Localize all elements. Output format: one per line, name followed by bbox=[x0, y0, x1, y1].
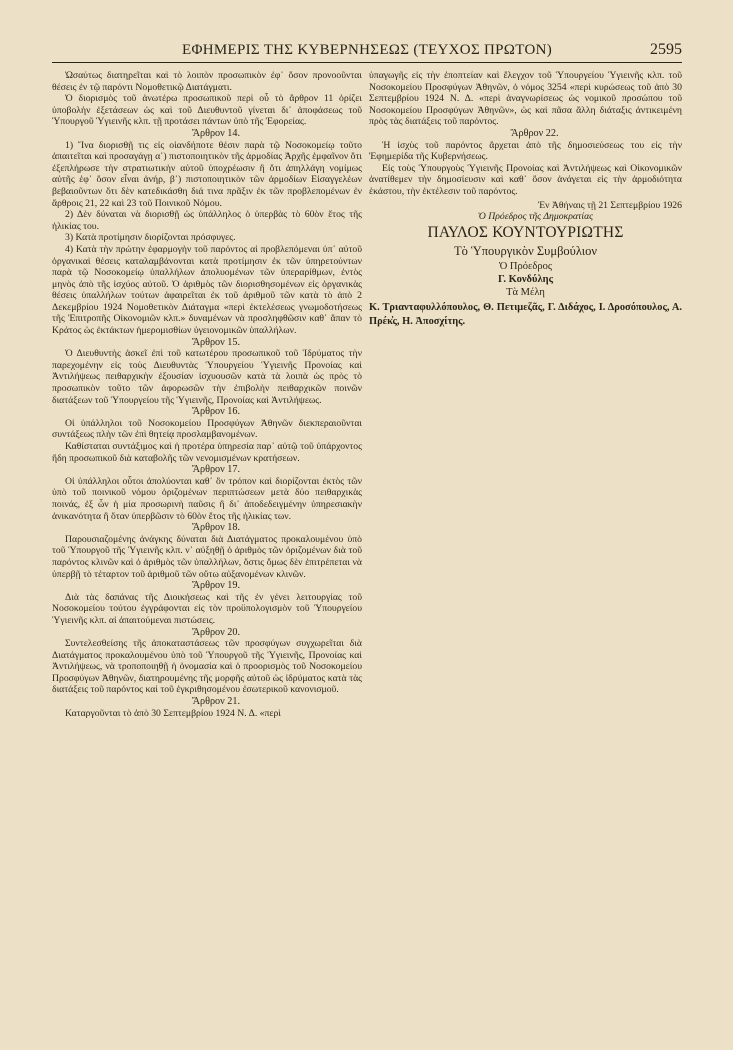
article-heading: Ἄρθρον 15. bbox=[191, 336, 241, 348]
paragraph: 1) Ἵνα διορισθῇ τις εἰς οἱανδήποτε θέσιν παρὰ τῷ Νοσοκομείῳ τοῦτο ἀπαιτεῖται καὶ προσαγάγῃ α᾿) πιστοποιητικὸν τῆς ἁρμοδίας Ἀρχῆς ἐμφαῖνον ὅτι ἐξεπλήρωσε τὴν στρατιωτικὴν αὐτοῦ ὑποχρέωσιν ἢ ὅτι ἀπηλλάγη νομίμως αὐτῆς ἐφ᾿ ὅσον εἶναι ἀνήρ, β᾿) πιστοποιητικὸν τῶν ἁρμοδίων Εἰσαγγελέων βεβαιοῦντων ὅτι δὲν κατεδικάσθη διά τινα πρᾶξιν ἐκ τῶν προβλεπομένων ἐν ἄρθροις 21, 22 καὶ 23 τοῦ Ποινικοῦ Νόμου. bbox=[52, 139, 362, 209]
paragraph: Καταργοῦνται τὸ ἀπὸ 30 Σεπτεμβρίου 1924 Ν. Δ. «περὶ bbox=[65, 707, 281, 719]
president-title: Ὁ Πρόεδρος τῆς Δημοκρατίας bbox=[477, 211, 594, 223]
paragraph: Συντελεσθείσης τῆς ἀποκαταστάσεως τῶν προσφύγων συγχωρεῖται διὰ Διατάγματος προκαλουμένου ὑπὸ τοῦ Ὑπουργοῦ τῆς Ὑγιεινῆς, Προνοίας καὶ Ἀντιλήψεως, νὰ τροποποιηθῇ ἡ ὀνομασία καὶ ὁ προορισμὸς τοῦ Νοσοκομείου Προσφύγων Ἀθηνῶν, διατηρουμένης τῆς μορφῆς αὐτοῦ ὡς ἱδρύματος κατὰ τὰς διατάξεις τοῦ παρόντος καὶ τοῦ ἐγκριθησομένου ἐσωτερικοῦ κανονισμοῦ. bbox=[52, 638, 362, 696]
article-heading: Ἄρθρον 20. bbox=[191, 626, 241, 638]
members-list: Κ. Τριανταφυλλόπουλος, Θ. Πετιμεζᾶς, Γ. Διδάχος, Ι. Δροσόπουλος, Α. Πρέκ̓ς, Η. Ἀποσχίτης. bbox=[369, 301, 682, 327]
article-heading: Ἄρθρον 21. bbox=[191, 696, 241, 708]
article-heading: Ἄρθρον 16. bbox=[191, 406, 241, 418]
paragraph: Εἰς τοὺς Ὑπουργοὺς Ὑγιεινῆς Προνοίας καὶ Ἀντιλήψεως καὶ Οἰκονομικῶν ἀνατίθεμεν τὴν δημοσίευσιν καὶ καθ᾿ ὅσον ἀνάγεται εἰς τὴν ἁρμοδιότητα ἑκάστου, τὴν ἐκτέλεσιν τοῦ παρόντος. bbox=[369, 162, 682, 197]
paragraph: Ὡσαύτως διατηρεῖται καὶ τὸ λοιπὸν προσωπικὸν ἐφ᾿ ὅσον προνοοῦνται θέσεις ἐν τῷ παρόντι Νομοθετικῷ Διατάγματι. bbox=[52, 70, 362, 93]
article-heading: Ἄρθρον 22. bbox=[510, 127, 559, 139]
paragraph: Ἡ ἰσχὺς τοῦ παρόντος ἄρχεται ἀπὸ τῆς δημοσιεύσεως του εἰς τὴν Ἐφημερίδα τῆς Κυβερνήσεως. bbox=[369, 139, 682, 163]
chairman-title: Ὁ Πρόεδρος bbox=[498, 260, 552, 272]
article-heading: Ἄρθρον 19. bbox=[191, 580, 241, 592]
right-column bbox=[369, 70, 682, 329]
paragraph: Διὰ τὰς δαπάνας τῆς Διοικήσεως καὶ τῆς ἐν γένει λειτουργίας τοῦ Νοσοκομείου τούτου ἐγγράφονται εἰς τὸν προϋπολογισμὸν τοῦ Ὑπουργείου Ὑγιεινῆς κλπ. αἱ ἀπαιτούμεναι πιστώσεις. bbox=[52, 591, 362, 626]
members-title: Τὰ Μέλη bbox=[506, 286, 545, 298]
paragraph: 3) Κατὰ προτίμησιν διορίζονται πρόσφυγες. bbox=[65, 232, 236, 244]
right-column-articles bbox=[369, 70, 682, 198]
paragraph: 2) Δὲν δύναται νὰ διορισθῇ ὡς ὑπάλληλος ὁ ὑπερβὰς τὸ 60ὸν ἔτος τῆς ἡλικίας του. bbox=[52, 209, 362, 232]
left-column bbox=[52, 70, 362, 719]
article-heading: Ἄρθρον 14. bbox=[191, 127, 241, 139]
paragraph: Οἱ ὑπάλληλοι τοῦ Νοσοκομείου Προσφύγων Ἀθηνῶν διεκπεραιοῦνται συντάξεως πλὴν τῶν ἐπὶ θητείᾳ προσλαμβανομένων. bbox=[52, 417, 362, 441]
date-line: Ἐν Ἀθήναις τῇ 21 Σεπτεμβρίου 1926 bbox=[537, 199, 682, 211]
article-heading: Ἄρθρον 17. bbox=[191, 464, 241, 476]
paragraph: 4) Κατὰ τὴν πρώτην ἐφαρμογὴν τοῦ παρόντος αἱ προβλεπόμεναι ὑπ᾿ αὐτοῦ ὀργανικαὶ θέσεις καταλαμβάνονται κατὰ προτίμησιν ἐκ τῶν ὑπηρετούντων παρὰ τῷ Νοσοκομείῳ ὑπαλλήλων ἀπολυομένων τῶν ὑπεραρίθμων, ἐντὸς μηνὸς ἀπὸ τῆς ἰσχύος αὐτοῦ. Ὁ ἀριθμὸς τῶν διορισθησομένων εἰς ὀργανικὰς θέσεις ὑπαλλήλων τούτων ἀφαιρεῖται ἐκ τοῦ ἀριθμοῦ τῶν κατὰ τὸ ἀπὸ 2 Δεκεμβρίου 1924 Νομοθετικὸν Διάταγμα «περὶ ἐκτελέσεως γνωμοδοτήσεως τῆς Ἐπιτροπῆς Οἰκονομιῶν κλπ.» δυναμένων νὰ προσληφθῶσιν καθ᾿ ἅπαν τὸ Κράτος ὡς ἐκτάκτων ἡμερομισθίων ὑγειονομικῶν ὑπαλλήλων. bbox=[52, 243, 362, 337]
paragraph: Οἱ ὑπάλληλοι οὗτοι ἀπολύονται καθ᾿ ὃν τρόπον καὶ διορίζονται ἐκτὸς τῶν ὑπὸ τοῦ ποινικοῦ νόμου ὁριζομένων περιπτώσεων μετὰ δύο πειθαρχικὰς ποινάς, ἐξ ὧν ἡ μία προσωρινὴ παῦσις ἢ δι᾿ ἀποδεδειγμένην ὑπηρεσιακὴν ἀνικανότητα ἢ ὅταν ὑπερβῶσιν τὸ 60ὸν ἔτος τῆς ἡλικίας των. bbox=[52, 475, 362, 522]
chairman-name: Γ. Κονδύλης bbox=[497, 273, 554, 285]
paragraph: Παρουσιαζομένης ἀνάγκης δύναται διὰ Διατάγματος προκαλουμένου ὑπὸ τοῦ Ὑπουργοῦ τῆς Ὑγιεινῆς κλπ. ν᾿ αὐξηθῇ ὁ ἀριθμὸς τῶν ὁριζομένων διὰ τοῦ παρόντος κλινῶν καὶ ὁ ἀριθμὸς τῶν ὑπαλλήλων, ὅστις ὅμως δὲν ἐπιτρέπεται νὰ ὑπερβῇ τὸ τέταρτον τοῦ ἀριθμοῦ τῶν οὕτω αὐξανομένων κλινῶν. bbox=[52, 533, 362, 580]
president-name: ΠΑΥΛΟΣ ΚΟΥΝΤΟΥΡΙΩΤΗΣ bbox=[427, 223, 624, 241]
council-heading: Τὸ Ὑπουργικὸν Συμβούλιον bbox=[453, 243, 598, 258]
page-header bbox=[52, 38, 682, 63]
paragraph: Καθίσταται συντάξιμος καὶ ἡ προτέρα ὑπηρεσία παρ᾿ αὐτῷ τοῦ ὑπάρχοντος ἤδη προσωπικοῦ διὰ καταβολῆς τῶν νενομισμένων κρατήσεων. bbox=[52, 441, 362, 464]
gazette-title: ΕΦΗΜΕΡΙΣ ΤΗΣ ΚΥΒΕΡΝΗΣΕΩΣ (ΤΕΥΧΟΣ ΠΡΩΤΟΝ) bbox=[181, 42, 552, 58]
page-number: 2595 bbox=[650, 41, 682, 58]
article-heading: Ἄρθρον 18. bbox=[191, 522, 241, 534]
paragraph: ὑπαγωγῆς εἰς τὴν ἐποπτείαν καὶ ἔλεγχον τοῦ Ὑπουργείου Ὑγιεινῆς κλπ. τοῦ Νοσοκομείου Προσφύγων Ἀθηνῶν, ὁ νόμος 3254 «περὶ κυρώσεως τοῦ ἀπὸ 30 Σεπτεμβρίου 1924 Ν. Δ. «περὶ ἀναγνωρίσεως ὡς νομικοῦ προσώπου τοῦ Νοσοκομείου Προσφύγων Ἀθηνῶν», ὡς καὶ πᾶσα ἄλλη διάταξις ἀντικειμένη πρὸς τὰς διατάξεις τοῦ παρόντος. bbox=[369, 70, 682, 128]
paragraph: Ὁ διορισμὸς τοῦ ἀνωτέρω προσωπικοῦ περὶ οὗ τὸ ἄρθρον 11 ὁρίζει ὑποβολὴν ἐξετάσεων ὡς καὶ τοῦ Διευθυντοῦ γίνεται δι᾿ ἀποφάσεως τοῦ Ὑπουργοῦ Ὑγιεινῆς κλπ. τῇ προτάσει πάντων ὑπὸ τῆς Ἐφορείας. bbox=[52, 93, 362, 128]
paragraph: Ὁ Διευθυντὴς ἀσκεῖ ἐπὶ τοῦ κατωτέρου προσωπικοῦ τοῦ Ἱδρύματος τὴν παρεχομένην εἰς τοὺς Διευθυντὰς Ὑπουργείου Ὑγιεινῆς Προνοίας καὶ Ἀντιλήψεως πειθαρχικὴν ἐξουσίαν ἰσχυουσῶν κατὰ τὰ λοιπὰ ὡς πρὸς τὸ προσωπικὸν τοῦτο τῶν ἀφορωσῶν τὴν ἐπιβολὴν πειθαρχικῶν ποινῶν διατάξεων τοῦ Ὑπουργείου τῆς Ὑγιεινῆς, Προνοίας καὶ Ἀντιλήψεως. bbox=[52, 348, 362, 406]
